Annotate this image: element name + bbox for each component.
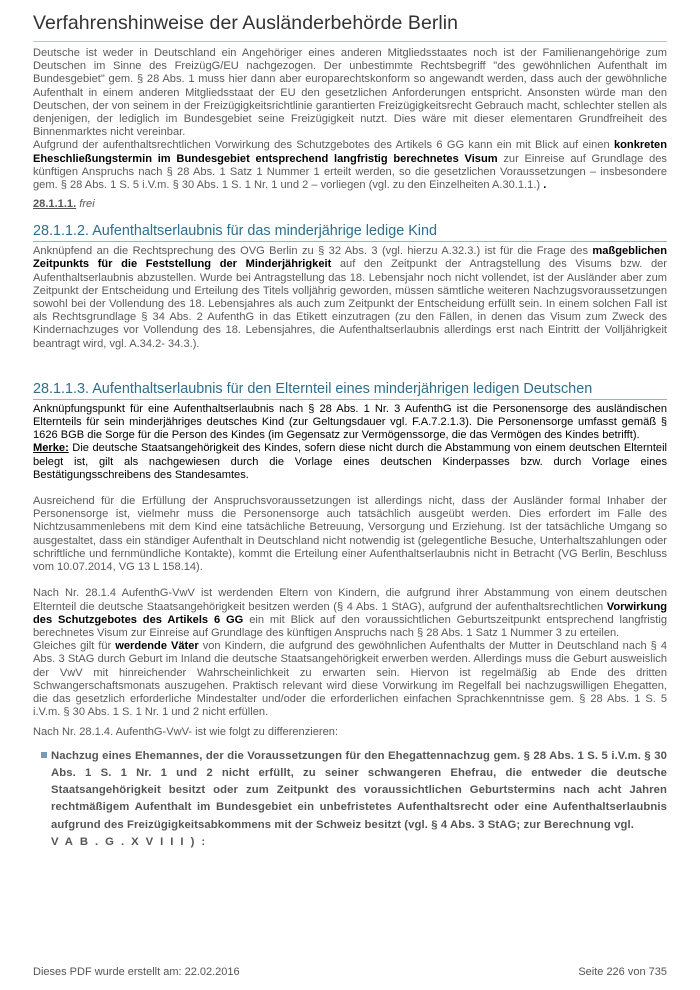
section3-paragraph-3 <box>33 587 667 640</box>
section3-paragraph-5: Nach Nr. 28.1.4. AufenthG-VwV- ist wie folgt zu differenzieren: <box>33 726 339 739</box>
intro-paragraph-2 <box>33 139 667 192</box>
section3-merke-paragraph <box>33 442 667 482</box>
section2-paragraph <box>33 245 667 351</box>
intro-p2-bold: konkreten Eheschließungstermin im Bundesgebiet entsprechend langfristig berechnetes Visum <box>33 139 667 165</box>
frei-number-link[interactable]: 28.1.1.1. <box>33 198 77 211</box>
intro-p2-end: . <box>543 179 547 192</box>
footer-page-number: Seite 226 von 735 <box>578 966 667 978</box>
document-page <box>33 12 667 851</box>
bullet-list-item <box>33 748 667 852</box>
section3-paragraph-1: Anknüpfungspunkt für eine Aufenthaltserlaubnis nach § 28 Abs. 1 Nr. 3 AufenthG ist die Personensorge des ausländischen Elternteils für sein minderjähriges deutsches Kind (zur Geltungsdauer vgl. F.A.7.2.1.3). Die Personensorge umfasst gemäß § 1626 BGB die Sorge für die Person des Kindes (im Gegensatz zur Vermögenssorge, die das Vermögen des Kindes betrifft). <box>33 402 667 442</box>
bullet-text <box>51 748 667 852</box>
section2-bold: maßgeblichen Zeitpunkts für die Feststellung der Minderjährigkeit <box>33 245 667 271</box>
bullet-reference-link[interactable]: VAB.G.XVIII): <box>51 836 213 849</box>
section3-p4-bold: werdende Väter <box>115 640 199 653</box>
section-heading-28-1-1-2: 28.1.1.2. Aufenthaltserlaubnis für das minderjährige ledige Kind <box>33 223 667 242</box>
section3-p4-text-a: Gleiches gilt für <box>33 640 116 653</box>
section3-paragraph-2: Ausreichend für die Erfüllung der Anspruchsvoraussetzungen ist allerdings nicht, dass der Ausländer formal Inhaber der Personensorge ist, vielmehr muss die Personensorge auch tatsächlich ausgeübt werden. Dies erfordert im Falle des Nichtzusammenlebens mit dem Kind eine tatsächliche Betreuung, Versorgung und Erziehung. Ist der tatsächliche Umgang so ausgestaltet, dass ein ständiger Aufenthalt in Deutschland nicht notwendig ist (gelegentliche Besuche, Unterhaltszahlungen oder schriftliche und fernmündliche Kontakte), kommt die Erteilung einer Aufenthaltserlaubnis nicht in Betracht (VG Berlin, Beschluss vom 10.07.2014, VG 13 L 158.14). <box>33 495 667 574</box>
square-bullet-icon <box>41 752 47 758</box>
section3-p3-text-a: Nach Nr. 28.1.4 AufenthG-VwV ist werdenden Eltern von Kindern, die aufgrund ihrer Abstammung von einem deutschen Elternteil die deutsche Staatsangehörigkeit besitzen werden (§ 4 Abs. 1 StAG), aufgrund der aufenthaltsrechtlichen <box>33 587 667 613</box>
footer-created-date: Dieses PDF wurde erstellt am: 22.02.2016 <box>33 966 240 978</box>
section3-p3-bold: Vorwirkung des Schutzgebotes des Artikels 6 GG <box>33 600 667 626</box>
frei-text: frei <box>79 198 95 211</box>
section2-text-b: auf den Zeitpunkt der Antragstellung des Visums bzw. der Aufenthaltserlaubnis abzustellen. Wurde bei Antragstellung das 18. Lebensjahr noch nicht vollendet, ist der Ausländer aber zum Zeitpunkt der Entscheidung und Erteilung des Titels volljährig geworden, müssen sämtliche weiteren Nachzugsvoraussetzungen sowohl bei der Vollendung des 18. Lebensjahres als auch zum Zeitpunkt der Entscheidung erfüllt sein. In einem solchen Fall ist als Rechtsgrundlage § 34 Abs. 2 AufenthG in das Etikett einzutragen (zu den Fällen, in denen das Visum zum Zweck des Kindernachzuges vor Vollendung des 18. Lebensjahres, die Aufenthaltserlaubnis allerdings erst nach Eintritt der Volljährigkeit beantragt wird, vgl. A.34.2- 34.3.). <box>33 258 667 350</box>
frei-line <box>33 198 667 210</box>
intro-p2-text-a: Aufgrund der aufenthaltsrechtlichen Vorwirkung des Schutzgebotes des Artikels 6 GG kann ein mit Blick auf einen <box>33 139 614 152</box>
section3-p3-text-b: ein mit Blick auf den voraussichtlichen Geburtszeitpunkt entsprechend langfristig berechnetes Visum zur Einreise auf Grundlage des künftigen Anspruchs nach § 28 Abs. 1 Satz 1 Nummer 3 zu erteilen. <box>33 613 667 639</box>
bullet-main-text: Nachzug eines Ehemannes, der die Voraussetzungen für den Ehegattennachzug gem. § 28 Abs. 1 S. 5 i.V.m. § 30 Abs. 1 S. 1 Nr. 1 und 2 nicht erfüllt, zu seiner schwangeren Ehefrau, die entweder die deutsche Staatsangehörigkeit besitzt oder zum Zeitpunkt des voraussichtlichen Geburtstermins nach acht Jahren rechtmäßigem Aufenthalt im Bundesgebiet ein unbefristetes Aufenthaltsrecht oder eine Aufenthaltserlaubnis aufgrund des Freizügigkeitsabkommens mit der Schweiz besitzt (vgl. § 4 Abs. 3 StAG; zur Berechnung vgl. <box>51 749 667 831</box>
section-heading-28-1-1-3: 28.1.1.3. Aufenthaltserlaubnis für den Elternteil eines minderjährigen ledigen Deutschen <box>33 381 667 400</box>
section2-text-a: Anknüpfend an die Rechtsprechung des OVG Berlin zu § 32 Abs. 3 (vgl. hierzu A.32.3.) ist für die Frage des <box>33 245 593 258</box>
section3-paragraph-4 <box>33 640 667 719</box>
merke-label: Merke: <box>33 442 69 455</box>
intro-paragraph-1: Deutsche ist weder in Deutschland ein Angehöriger eines anderen Mitgliedsstaates noch ist der Familienangehörige zum Deutschen im Sinne des FreizügG/EU nachgezogen. Der unbestimmte Rechtsbegriff "des gewöhnlichen Aufenthalt im Bundesgebiet" gem. § 28 Abs. 1 muss hier dann aber europarechtskonform so angewandt werden, dass auch der gewöhnliche Aufenthalt in einem anderen Mitgliedsstaat der EU den gesetzlichen Anforderungen entspricht. Ansonsten würde man den Deutschen, der von seinem in der Freizügigkeitsrichtlinie garantierten Freizügigkeitsrecht Gebrauch macht, schlechter stellen als denjenigen, der lediglich im Bundesgebiet seine Freizügigkeit nutzt. Dies wäre mit dieser elementaren Grundfreiheit des Binnenmarktes nicht vereinbar. <box>33 47 667 139</box>
document-title: Verfahrenshinweise der Ausländerbehörde Berlin <box>33 12 667 42</box>
intro-p2-text-b: zur Einreise auf Grundlage des künftigen Anspruchs nach § 28 Abs. 1 Satz 1 Nummer 1 erteilt werden, so die gesetzlichen Voraussetzungen – insbesondere gem. § 28 Abs. 1 S. 5 i.V.m. § 30 Abs. 1 S. 1 Nr. 1 und 2 – vorliegen (vgl. zu den Einzelheiten A.30.1.1.) <box>33 152 667 192</box>
section3-p4-text-b: von Kindern, die aufgrund des gewöhnlichen Aufenthalts der Mutter in Deutschland nach § 4 Abs. 3 StAG durch Geburt im Inland die deutsche Staatsangehörigkeit erwerben werden. Allerdings muss die Geburt ausweislich der VwV mit hinreichender Wahrscheinlichkeit zu erwarten sein. Hiervon ist regelmäßig ab Ende des dritten Schwangerschaftsmonats auszugehen. Praktisch relevant wird diese Vorwirkung im Regelfall bei nachzugswilligen Ehegatten, die das gesetzlich erforderliche Mindestalter und/oder die erforderlichen einfachen Sprachkenntnisse gem. § 28 Abs. 1 S. 5 i.V.m. § 30 Abs. 1 S. 1 Nr. 1 und 2 nicht erfüllen. <box>33 640 667 719</box>
merke-text: Die deutsche Staatsangehörigkeit des Kindes, sofern diese nicht durch die Abstammung von einem deutschen Elternteil belegt ist, gilt als nachgewiesen durch die Vorlage eines deutschen Kinderpasses bzw. durch Vorlage eines Bestätigungsschreibens des Standesamtes. <box>33 442 667 481</box>
